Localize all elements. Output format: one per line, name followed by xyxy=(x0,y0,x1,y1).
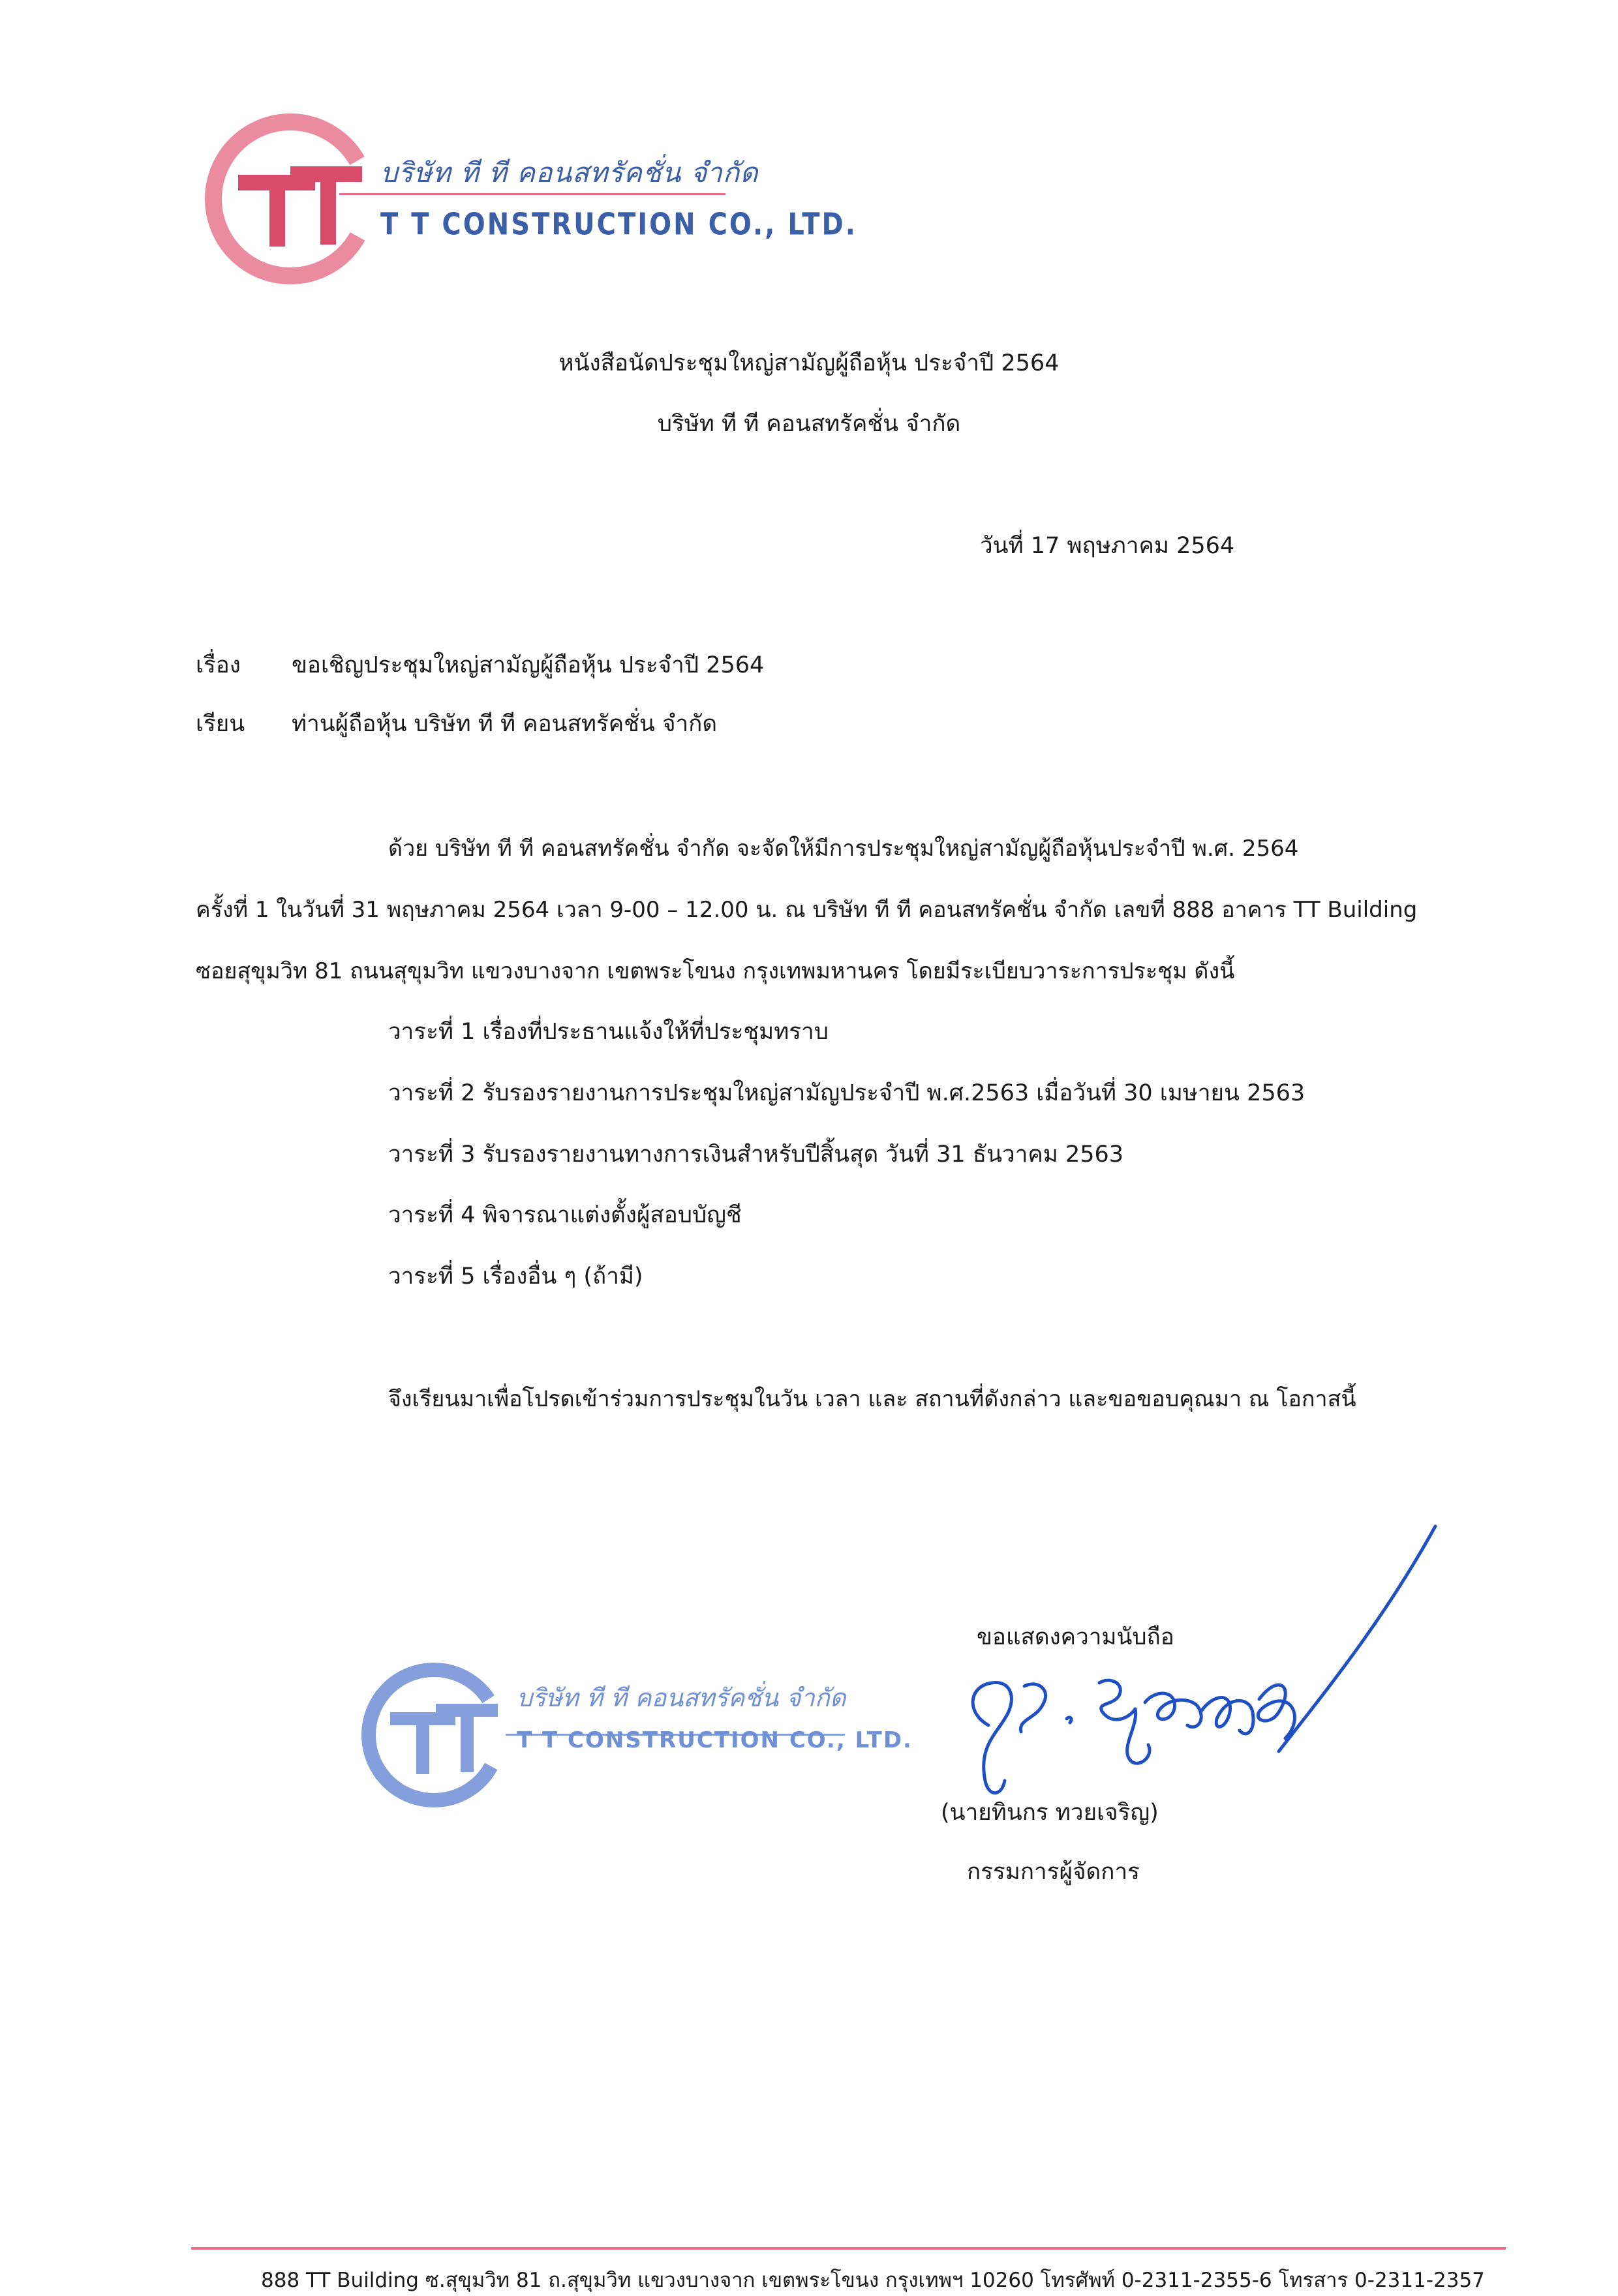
signature-stroke xyxy=(1258,1685,1294,1738)
company-logo xyxy=(199,108,382,290)
subject-label: เรื่อง xyxy=(196,652,241,678)
signatory-position: กรรมการผู้จัดการ xyxy=(967,1859,1140,1885)
stamp-company-thai: บริษัท ที ที คอนสทรัคชั่น จำกัด xyxy=(517,1684,846,1712)
logo-ring xyxy=(213,122,367,276)
recipient-text: ท่านผู้ถือหุ้น บริษัท ที ที คอนสทรัคชั่น จำกัด xyxy=(292,711,718,737)
logo-t2-stem xyxy=(320,166,336,245)
body-line-2: ครั้งที่ 1 ในวันที่ 31 พฤษภาคม 2564 เวลา 9-00 – 12.00 น. ณ บริษัท ที ที คอนสทรัคชั่น จำกัด เลขที่ 888 อาคาร TT Building xyxy=(196,897,1418,923)
body-line-1: ด้วย บริษัท ที ที คอนสทรัคชั่น จำกัด จะจัดให้มีการประชุมใหญ่สามัญผู้ถือหุ้นประจำปี พ.ศ. 2564 xyxy=(388,836,1299,862)
closing-regards: ขอแสดงความนับถือ xyxy=(977,1624,1174,1650)
signature-stroke xyxy=(1145,1693,1201,1727)
signature-stroke xyxy=(973,1682,1011,1792)
signature-flourish xyxy=(1279,1526,1435,1751)
signature-stroke xyxy=(1099,1680,1150,1763)
company-name-english: T T CONSTRUCTION CO., LTD. xyxy=(380,207,857,242)
subject-text: ขอเชิญประชุมใหญ่สามัญผู้ถือหุ้น ประจำปี 2564 xyxy=(292,652,765,678)
document-subtitle: บริษัท ที ที คอนสทรัคชั่น จำกัด xyxy=(657,411,961,437)
agenda-item: วาระที่ 5 เรื่องอื่น ๆ (ถ้ามี) xyxy=(388,1263,643,1290)
agenda-item: วาระที่ 2 รับรองรายงานการประชุมใหญ่สามัญประจำปี พ.ศ.2563 เมื่อวันที่ 30 เมษายน 2563 xyxy=(388,1080,1305,1106)
handwritten-signature xyxy=(939,1523,1448,1804)
stamp-t1-stem xyxy=(416,1712,429,1774)
body-line-3: ซอยสุขุมวิท 81 ถนนสุขุมวิท แขวงบางจาก เขตพระโขนง กรุงเทพมหานคร โดยมีระเบียบวาระการประชุม ดังนี้ xyxy=(196,958,1235,984)
closing-sentence: จึงเรียนมาเพื่อโปรดเข้าร่วมการประชุมในวัน เวลา และ สถานที่ดังกล่าว และขอขอบคุณมา ณ โอกาสนี้ xyxy=(388,1386,1356,1412)
document-title: หนังสือนัดประชุมใหญ่สามัญผู้ถือหุ้น ประจำปี 2564 xyxy=(558,350,1060,376)
signatory-name: (นายทินกร ทวยเจริญ) xyxy=(941,1800,1159,1826)
footer-divider xyxy=(191,2247,1506,2250)
agenda-item: วาระที่ 4 พิจารณาแต่งตั้งผู้สอบบัญชี xyxy=(388,1202,742,1228)
recipient-label: เรียน xyxy=(196,711,245,737)
stamp-ring xyxy=(369,1670,499,1800)
footer-address: 888 TT Building ซ.สุขุมวิท 81 ถ.สุขุมวิท แขวงบางจาก เขตพระโขนง กรุงเทพฯ 10260 โทรศัพท์ 0-2311-2355-6 โทรสาร 0-2311-2357 xyxy=(261,2269,1485,2292)
signature-stroke xyxy=(1200,1698,1253,1734)
letter-date: วันที่ 17 พฤษภาคม 2564 xyxy=(980,533,1235,559)
signature-stroke xyxy=(1020,1684,1045,1732)
agenda-item: วาระที่ 3 รับรองรายงานทางการเงินสำหรับปีสิ้นสุด วันที่ 31 ธันวาคม 2563 xyxy=(388,1141,1124,1168)
stamp-company-english: T T CONSTRUCTION CO., LTD. xyxy=(517,1727,913,1753)
logo-t1-stem xyxy=(269,175,285,247)
agenda-item: วาระที่ 1 เรื่องที่ประธานแจ้งให้ที่ประชุมทราบ xyxy=(388,1019,829,1045)
company-name-thai: บริษัท ที ที คอนสทรัคชั่น จำกัด xyxy=(380,157,759,189)
signature-stroke xyxy=(1067,1717,1071,1723)
stamp-t2-stem xyxy=(461,1704,474,1772)
